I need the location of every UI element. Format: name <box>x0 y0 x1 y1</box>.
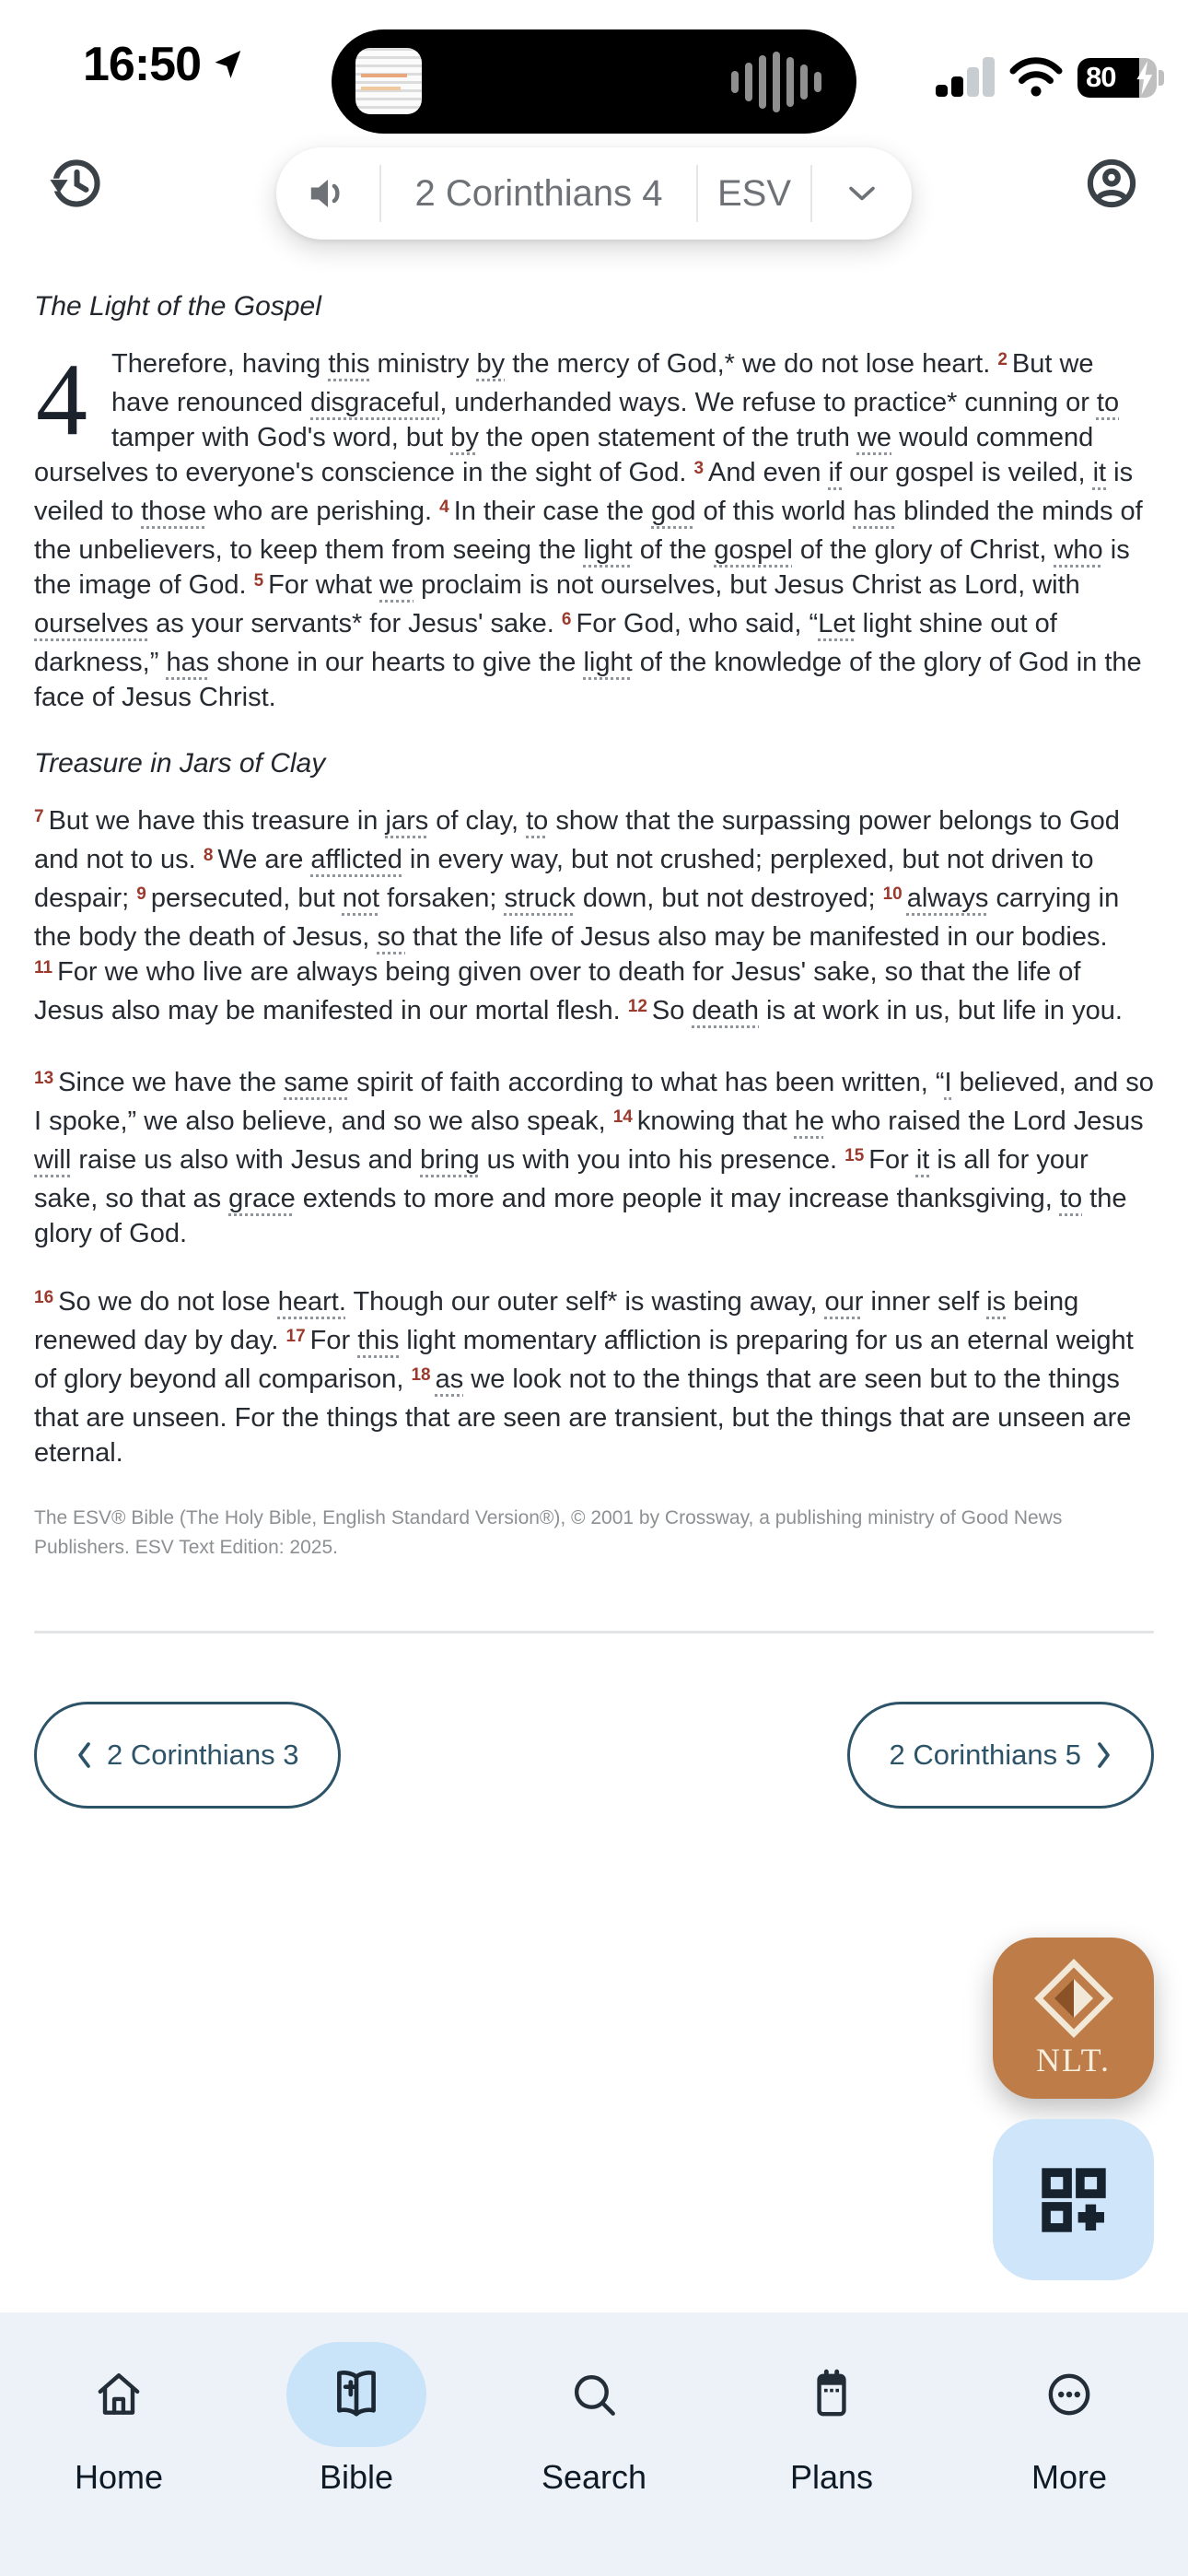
chapter-navigation <box>0 1702 1188 1809</box>
crossref-word[interactable]: grace <box>228 1184 296 1213</box>
verse-number: 14 <box>612 1107 633 1127</box>
tab-label: Bible <box>319 2458 394 2496</box>
crossref-word[interactable]: has <box>853 497 897 526</box>
charging-bolt-icon <box>1133 61 1155 95</box>
search-icon <box>565 2366 623 2423</box>
crossref-word[interactable]: to <box>1096 388 1120 417</box>
verse-number: 12 <box>627 997 647 1016</box>
chevron-left-icon <box>76 1741 92 1769</box>
floating-buttons <box>993 1938 1154 2280</box>
verse-number: 15 <box>844 1146 865 1165</box>
tab-label: Search <box>541 2458 647 2496</box>
verse-number: 7 <box>34 807 44 826</box>
copyright-text: The ESV® Bible (The Holy Bible, English Standard Version®), © 2001 by Crossway, a publishing ministry of Good News Publishers. ESV Text Edition: 2025. <box>34 1507 1063 1558</box>
verse-number: 9 <box>136 884 146 904</box>
crossref-word[interactable]: who <box>1054 535 1103 565</box>
crossref-word[interactable]: death <box>692 996 759 1025</box>
wifi-icon <box>1009 57 1063 98</box>
next-chapter-label: 2 Corinthians 5 <box>889 1739 1081 1771</box>
verse-number: 5 <box>253 571 264 591</box>
battery-icon <box>1077 58 1157 98</box>
chapter-number-dropcap: 4 <box>36 343 87 457</box>
nlt-label: NLT. <box>1035 2041 1111 2078</box>
chevron-down-icon <box>846 184 878 203</box>
tab-more[interactable] <box>950 2313 1188 2576</box>
passage-paragraph: 4 Therefore, having this ministry by the mercy of God,* we do not lose heart. $^2$ But we have renounced disgraceful, underhanded ways. We refuse to practice* cunning or to tamper with God's word, but by the open statement of the truth we would commend ourselves to everyone's conscience in the sight of God. $^3$ And even if our gospel is veiled, it is veiled to those who are perishing. $^4$ In their case the god of this world has blinded the minds of the unbelievers, to keep them from seeing the light of the gospel of the glory of Christ, who is the image of God. $^5$ For what we proclaim is not ourselves, but Jesus Christ as Lord, with ourselves as your servants* for Jesus' sake. $^6$ For God, who said, “Let light shine out of darkness,” has shone in our hearts to give the light of the knowledge of the glory of God in the face of Jesus Christ. <box>34 343 1143 712</box>
chapter-reference: 2 Corinthians 4 <box>414 172 663 214</box>
crossref-word[interactable]: not <box>342 884 380 913</box>
crossref-word[interactable]: heart. <box>277 1287 346 1317</box>
crossref-word[interactable]: as <box>435 1364 464 1394</box>
crossref-word[interactable]: gospel <box>714 535 793 565</box>
crossref-word[interactable]: always <box>906 884 989 913</box>
cellular-signal-icon <box>936 57 995 98</box>
crossref-word[interactable]: struck <box>504 884 576 913</box>
prev-chapter-button[interactable] <box>34 1702 341 1809</box>
dynamic-island[interactable] <box>332 29 856 134</box>
passage-paragraph: $^7$ But we have this treasure in jars of clay, to show that the surpassing power belongs to God and not to us. $^8$ We are afflicted in every way, but not crushed; perplexed, but not driven to despair; $^9$ persecuted, but not forsaken; struck down, but not destroyed; $^{10}$ always carrying in the body the death of Jesus, so that the life of Jesus also may be manifested in our bodies. $^{11}$ For we who live are always being given over to death for Jesus' sake, so that the life of Jesus also may be manifested in our mortal flesh. $^{12}$ So death is at work in us, but life in you. <box>34 806 1123 1025</box>
profile-button[interactable] <box>1081 153 1142 217</box>
crossref-word[interactable]: by <box>450 423 479 452</box>
version-label: ESV <box>716 172 792 214</box>
plans-icon <box>803 2366 860 2423</box>
crossref-word[interactable]: light <box>583 535 633 565</box>
verse-number: 4 <box>439 498 449 517</box>
nlt-diamond-logo <box>1030 1958 1118 2039</box>
audio-play-button[interactable] <box>276 147 379 240</box>
chevron-right-icon <box>1096 1741 1112 1769</box>
crossref-word[interactable]: light <box>583 648 633 677</box>
verse-number: 2 <box>997 350 1007 369</box>
book-chapter-button[interactable] <box>381 147 696 240</box>
chapter-selector-pill <box>276 147 912 240</box>
crossref-word[interactable]: so <box>377 922 406 952</box>
tab-bible[interactable] <box>238 2313 475 2576</box>
crossref-word[interactable]: it <box>1092 458 1107 487</box>
crossref-word[interactable]: our <box>824 1287 864 1317</box>
bottom-tab-bar <box>0 2313 1188 2576</box>
expand-selector-button[interactable] <box>812 147 912 240</box>
next-chapter-button[interactable] <box>847 1702 1154 1809</box>
history-button[interactable] <box>46 153 107 217</box>
nlt-promo-button[interactable] <box>993 1938 1154 2099</box>
tab-search[interactable] <box>475 2313 713 2576</box>
more-icon <box>1041 2366 1098 2423</box>
section-heading: The Light of the Gospel <box>34 291 321 322</box>
crossref-word[interactable]: we <box>856 423 892 452</box>
tab-label: Plans <box>789 2458 874 2496</box>
bible-icon <box>328 2366 385 2423</box>
section-heading: Treasure in Jars of Clay <box>34 748 326 779</box>
verse-number: 8 <box>203 846 214 865</box>
crossref-word[interactable]: ourselves <box>34 609 149 638</box>
crossref-word[interactable]: Let <box>818 609 856 638</box>
crossref-word[interactable]: this <box>328 349 370 379</box>
crossref-word[interactable]: he <box>794 1107 824 1136</box>
reader-header <box>0 138 1188 267</box>
tab-label: Home <box>74 2458 164 2496</box>
crossref-word[interactable]: to <box>1059 1184 1083 1213</box>
crossref-word[interactable]: has <box>166 648 210 677</box>
crossref-word[interactable]: those <box>141 497 207 526</box>
version-button[interactable] <box>698 147 810 240</box>
location-arrow-icon <box>210 47 245 82</box>
verse-number: 3 <box>693 459 705 478</box>
now-playing-thumbnail <box>355 48 422 114</box>
passage-paragraph: $^{13}$ Since we have the same spirit of faith according to what has been written, “I believed, and so I spoke,” we also believe, and so we also speak, $^{14}$ knowing that he who raised the Lord Jesus will raise us also with Jesus and bring us with you into his presence. $^{15}$ For it is all for your sake, so that as grace extends to more and more people it may increase thanksgiving, to the glory of God. <box>34 1068 1154 1248</box>
crossref-word[interactable]: if <box>828 458 843 487</box>
crossref-word[interactable]: it <box>915 1145 930 1175</box>
prev-chapter-label: 2 Corinthians 3 <box>107 1739 299 1771</box>
verse-number: 10 <box>882 884 903 904</box>
qr-widget-button[interactable] <box>993 2119 1154 2280</box>
crossref-word[interactable]: will <box>34 1145 72 1175</box>
verse-number: 13 <box>34 1069 54 1088</box>
crossref-word[interactable]: bring <box>420 1145 480 1175</box>
status-bar <box>0 0 1188 138</box>
passage <box>0 291 1188 1470</box>
crossref-word[interactable]: by <box>476 349 506 379</box>
tab-label: More <box>1031 2458 1108 2496</box>
battery-percent: 80 <box>1086 61 1116 93</box>
crossref-word[interactable]: disgraceful <box>310 388 440 417</box>
crossref-word[interactable]: jars <box>385 806 429 836</box>
crossref-word[interactable]: we <box>379 570 414 600</box>
crossref-word[interactable]: same <box>284 1068 350 1097</box>
verse-number: 6 <box>561 610 572 629</box>
qr-plus-icon <box>1031 2158 1116 2242</box>
section-divider <box>34 1631 1154 1633</box>
crossref-word[interactable]: I <box>944 1068 952 1097</box>
home-icon <box>90 2366 147 2423</box>
verse-number: 11 <box>34 958 53 978</box>
tab-plans[interactable] <box>713 2313 950 2576</box>
passage-paragraph: $^{16}$ So we do not lose heart. Though our outer self* is wasting away, our inner self is being renewed day by day. $^{17}$ For this light momentary affliction is preparing for us an eternal weight of glory beyond all comparison, $^{18}$ as we look not to the things that are seen but to the things that are unseen. For the things that are seen are transient, but the things that are unseen are eternal. <box>34 1287 1134 1468</box>
audio-waveform-icon <box>731 52 821 112</box>
crossref-word[interactable]: to <box>526 806 549 836</box>
crossref-word[interactable]: is <box>986 1287 1007 1317</box>
verse-number: 17 <box>285 1327 306 1346</box>
crossref-word[interactable]: god <box>651 497 696 526</box>
verse-number: 16 <box>34 1288 54 1307</box>
verse-number: 18 <box>411 1365 431 1385</box>
crossref-word[interactable]: afflicted <box>310 845 402 874</box>
clock-time: 16:50 <box>83 38 201 91</box>
crossref-word[interactable]: this <box>357 1326 400 1355</box>
tab-home[interactable] <box>0 2313 238 2576</box>
